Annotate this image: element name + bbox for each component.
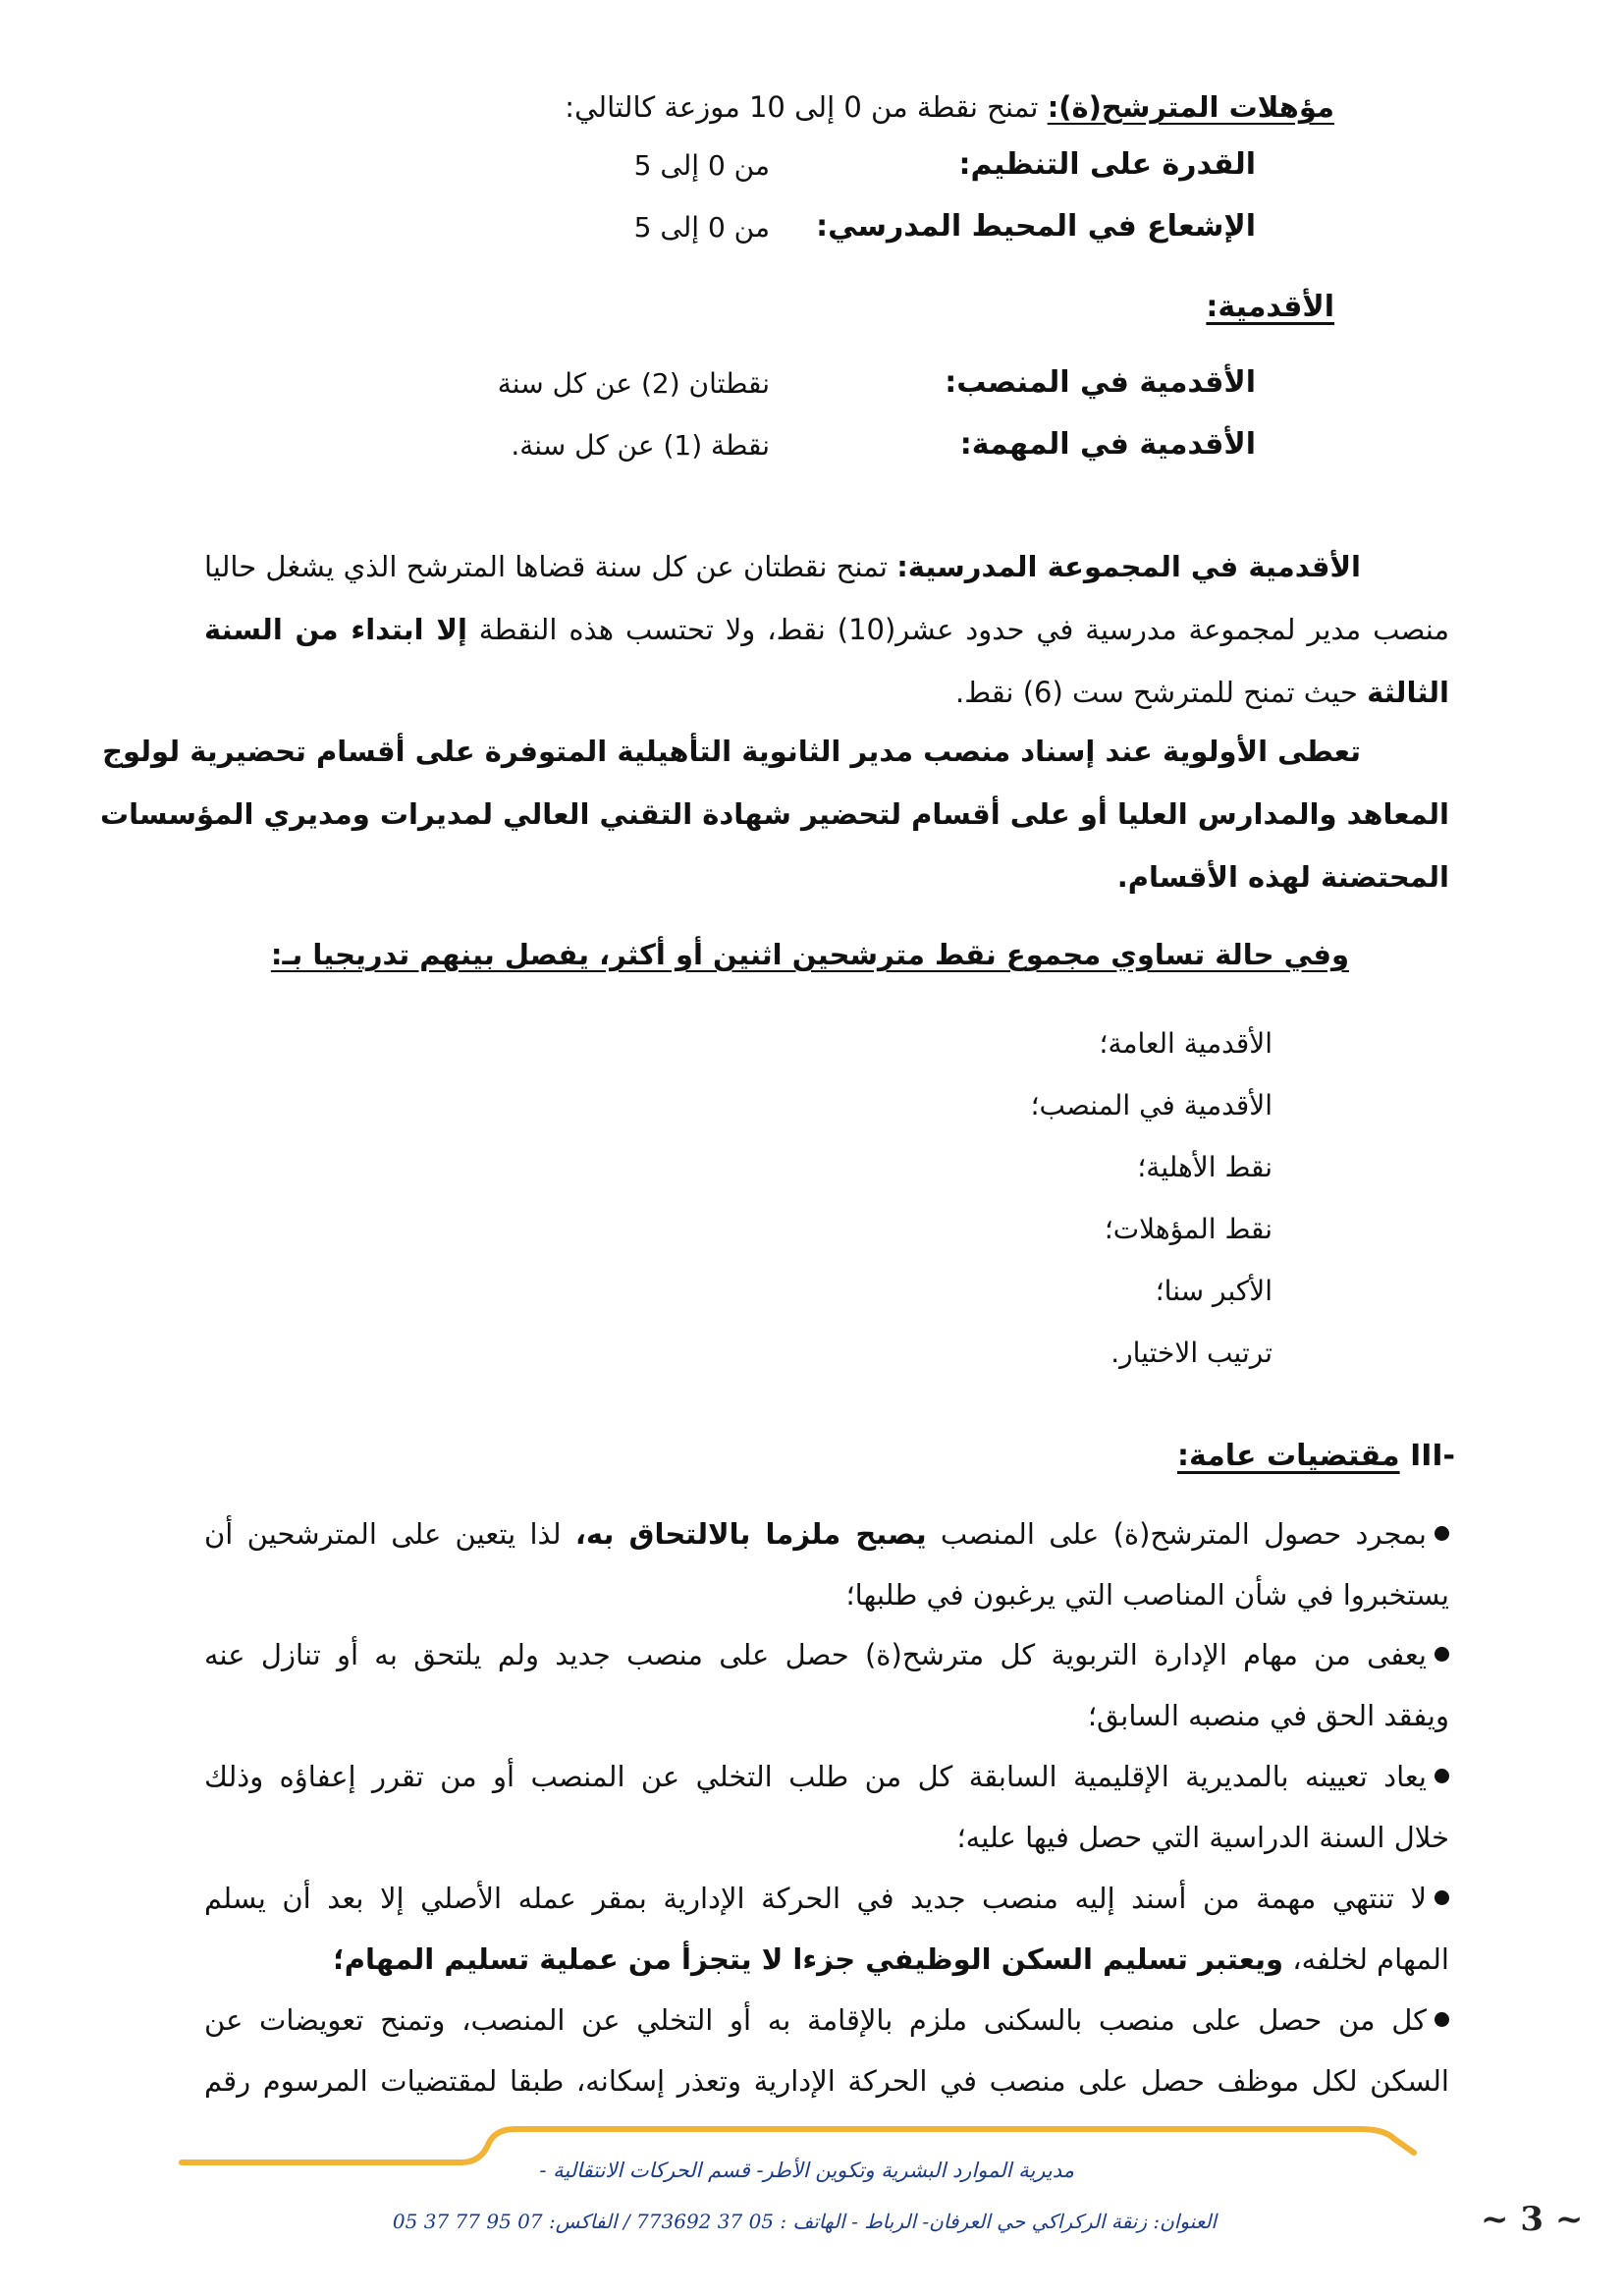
footer-address: العنوان: زنقة الركراكي حي العرفان- الرباط - الهاتف : 05 37 773692 / الفاكس: 07 95 77 37 05 [392,2210,1217,2233]
tie-break-item-6: ترتيب الاختيار. [1110,1337,1272,1369]
priority-line-2: المعاهد والمدارس العليا أو على أقسام لتحضير شهادة التقني العالي لمديرات ومديري المؤسسات [99,797,1449,831]
general-bullet-4-line-1 [204,1882,1449,1915]
tie-break-item-5: الأكبر سنا؛ [1155,1275,1272,1307]
general-b1-text-b: لذا يتعين على المترشحين أن [204,1517,575,1551]
general-bullet-1-line-1 [204,1517,1449,1551]
tie-break-item-4: نقط المؤهلات؛ [1104,1213,1272,1245]
seniority-item-value-1: نقطتان (2) عن كل سنة [497,367,770,400]
tie-break-item-2: الأقدمية في المنصب؛ [1030,1089,1272,1121]
bullet-icon [1435,1769,1449,1783]
qual-item-label-2: الإشعاع في المحيط المدرسي: [816,209,1256,244]
general-b1-text-a: بمجرد حصول المترشح(ة) على المنصب [926,1517,1427,1551]
tie-break-item-1: الأقدمية العامة؛ [1099,1027,1272,1060]
school-group-text-2: منصب مدير لمجموعة مدرسية في حدود عشر(10) نقط، ولا تحتسب هذه النقطة [466,613,1450,646]
general-b1-bold: يصبح ملزما بالالتحاق به، [574,1517,927,1551]
school-group-line-2 [204,613,1449,646]
school-group-bold-2: إلا ابتداء من السنة [204,613,467,646]
school-group-text-3: حيث تمنح للمترشح ست (6) نقط. [955,676,1368,709]
school-group-line-3 [204,676,1449,709]
general-bullet-2-line-2: ويفقد الحق في منصبه السابق؛ [1087,1699,1449,1732]
general-heading: مقتضيات عامة: [1177,1439,1400,1473]
priority-line-3: المحتضنة لهذه الأقسام. [1116,860,1449,894]
school-group-bold-3: الثالثة [1367,676,1449,709]
general-heading-line [1177,1439,1455,1473]
school-group-text-1: تمنح نقطتان عن كل سنة قضاها المترشح الذي يشغل حاليا [204,550,897,583]
page-number: ~ 3 ~ [1481,2200,1584,2239]
qual-item-label-1: القدرة على التنظيم: [958,147,1256,182]
general-bullet-2-line-1 [204,1638,1449,1671]
general-bullet-1-line-2: يستخبروا في شأن المناصب التي يرغبون في طلبها؛ [845,1578,1449,1612]
seniority-item-value-2: نقطة (1) عن كل سنة. [511,429,770,462]
priority-line-1: تعطى الأولوية عند إسناد منصب مدير الثانوية التأهيلية المتوفرة على أقسام تحضيرية لولوج [102,735,1361,768]
general-b4-bold: ويعتبر تسليم السكن الوظيفي جزءا لا يتجزأ من عملية تسليم المهام؛ [333,1942,1283,1976]
bullet-icon [1435,2012,1449,2027]
general-bullet-3-line-1 [204,1760,1449,1793]
general-bullet-5-line-2: السكن لكل موظف حصل على منصب في الحركة الإدارية وتعذر إسكانه، طبقا لمقتضيات المرسوم رقم [204,2064,1449,2098]
seniority-item-label-1: الأقدمية في المنصب: [945,365,1256,400]
footer-department: مديرية الموارد البشرية وتكوين الأطر- قسم الحركات الانتقالية - [539,2159,1074,2182]
general-b4-text: لا تنتهي مهمة من أسند إليه منصب جديد في الحركة الإدارية بمقر عمله الأصلي إلا بعد أن يسلم [204,1882,1427,1915]
qualifications-line [565,90,1334,124]
general-bullet-5-line-1 [204,2003,1449,2037]
bullet-icon [1435,1647,1449,1662]
general-b2-text: يعفى من مهام الإدارة التربوية كل مترشح(ة) حصل على منصب جديد ولم يلتحق به أو تنازل عنه [204,1638,1427,1671]
tie-break-item-3: نقط الأهلية؛ [1137,1151,1272,1183]
seniority-heading: الأقدمية: [1206,290,1334,324]
qual-item-value-1: من 0 إلى 5 [633,149,770,182]
general-b4-text-a: المهام لخلفه، [1283,1942,1449,1976]
section-number: III- [1410,1439,1455,1473]
seniority-item-label-2: الأقدمية في المهمة: [959,427,1256,462]
general-b5-text: كل من حصل على منصب بالسكنى ملزم بالإقامة به أو التخلي عن المنصب، وتمنح تعويضات عن [204,2003,1427,2037]
qualifications-intro: تمنح نقطة من 0 إلى 10 موزعة كالتالي: [565,90,1048,124]
general-bullet-4-line-2 [204,1942,1449,1976]
general-b3-text: يعاد تعيينه بالمديرية الإقليمية السابقة كل من طلب التخلي عن المنصب أو من تقرر إعفاؤه وذلك [204,1760,1427,1793]
general-bullet-3-line-2: خلال السنة الدراسية التي حصل فيها عليه؛ [956,1821,1449,1854]
bullet-icon [1435,1526,1449,1541]
school-group-line-1 [204,550,1361,583]
qual-item-value-2: من 0 إلى 5 [633,211,770,244]
tie-break-heading: وفي حالة تساوي مجموع نقط مترشحين اثنين أو أكثر، يفصل بينهم تدريجيا بـ: [270,938,1349,971]
bullet-icon [1435,1890,1449,1905]
qualifications-heading: مؤهلات المترشح(ة): [1047,90,1334,124]
school-group-lead: الأقدمية في المجموعة المدرسية: [896,550,1361,583]
